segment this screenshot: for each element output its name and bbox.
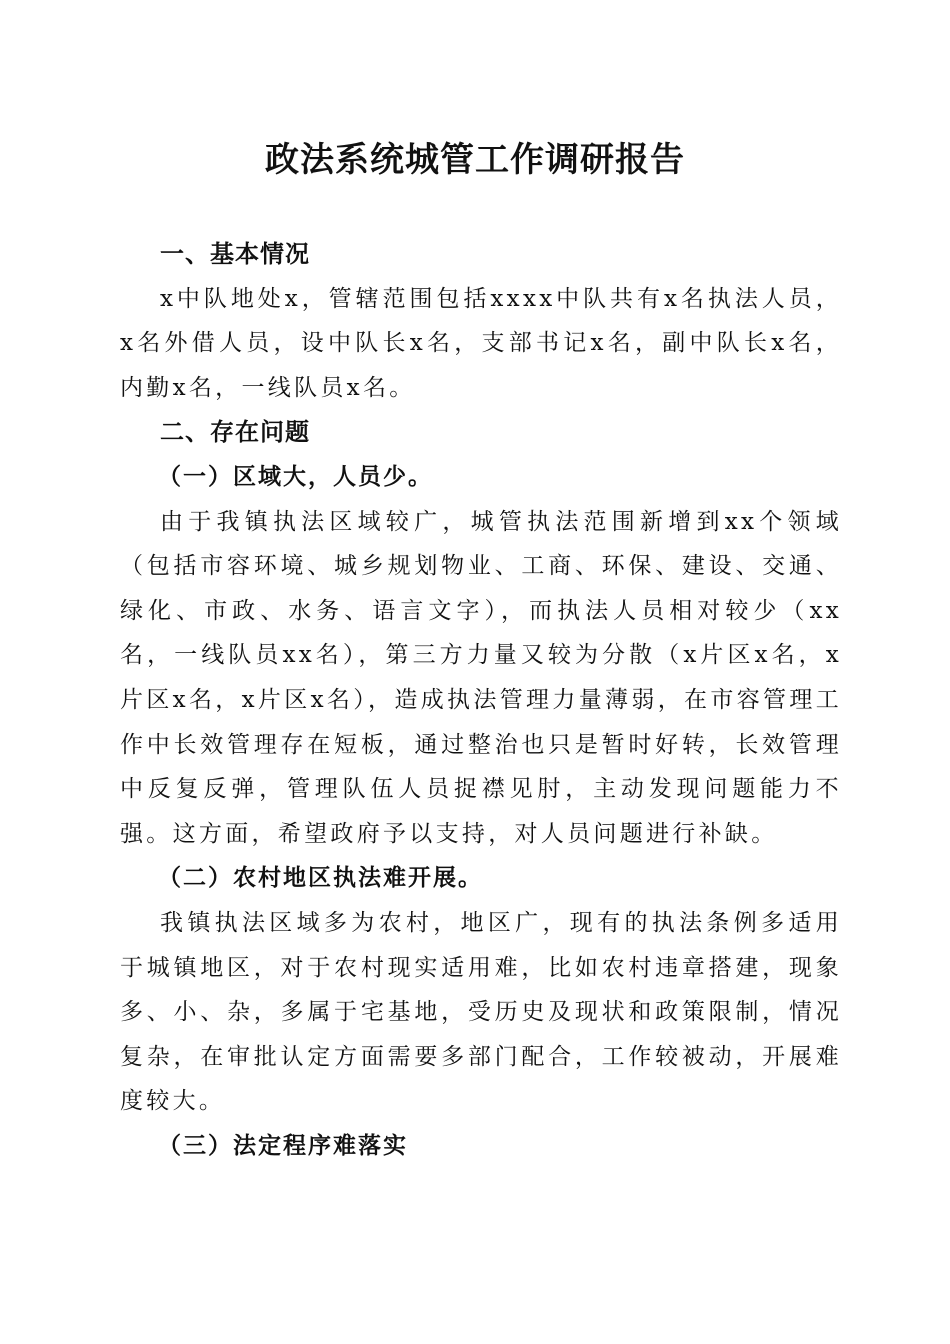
subsection-heading-2: （二）农村地区执法难开展。 [158,864,483,892]
subsection-heading-1: （一）区域大，人员少。 [158,462,433,490]
subsection-heading-3: （三）法定程序难落实 [158,1131,408,1159]
section-heading-problems: 二、存在问题 [160,418,310,447]
paragraph-subsection-2: 我镇执法区域多为农村，地区广，现有的执法条例多适用于城镇地区，对于农村现实适用难，比如农村违章搭建，现象多、小、杂，多属于宅基地，受历史及现状和政策限制，情况复杂，在审批认定方面需要多部门配合，工作较被动，开展难度较大。 [120,909,842,1115]
document-body [120,232,842,1168]
paragraph-basic-info: x中队地处x，管辖范围包括xxxx中队共有x名执法人员，x名外借人员，设中队长x名，支部书记x名，副中队长x名，内勤x名，一线队员x名。 [120,285,842,401]
section-heading-basic-info: 一、基本情况 [160,240,310,268]
document-title: 政法系统城管工作调研报告 [265,140,685,180]
paragraph-subsection-1: 由于我镇执法区域较广，城管执法范围新增到xx个领域（包括市容环境、城乡规划物业、工商、环保、建设、交通、绿化、市政、水务、语言文字），而执法人员相对较少（xx名，一线队员xx名），第三方力量又较为分散（x片区x名，x片区x名，x片区x名），造成执法管理力量薄弱，在市容管理工作中长效管理存在短板，通过整治也只是暂时好转，长效管理中反复反弹，管理队伍人员捉襟见肘，主动发现问题能力不强。这方面，希望政府予以支持，对人员问题进行补缺。 [120,508,842,847]
